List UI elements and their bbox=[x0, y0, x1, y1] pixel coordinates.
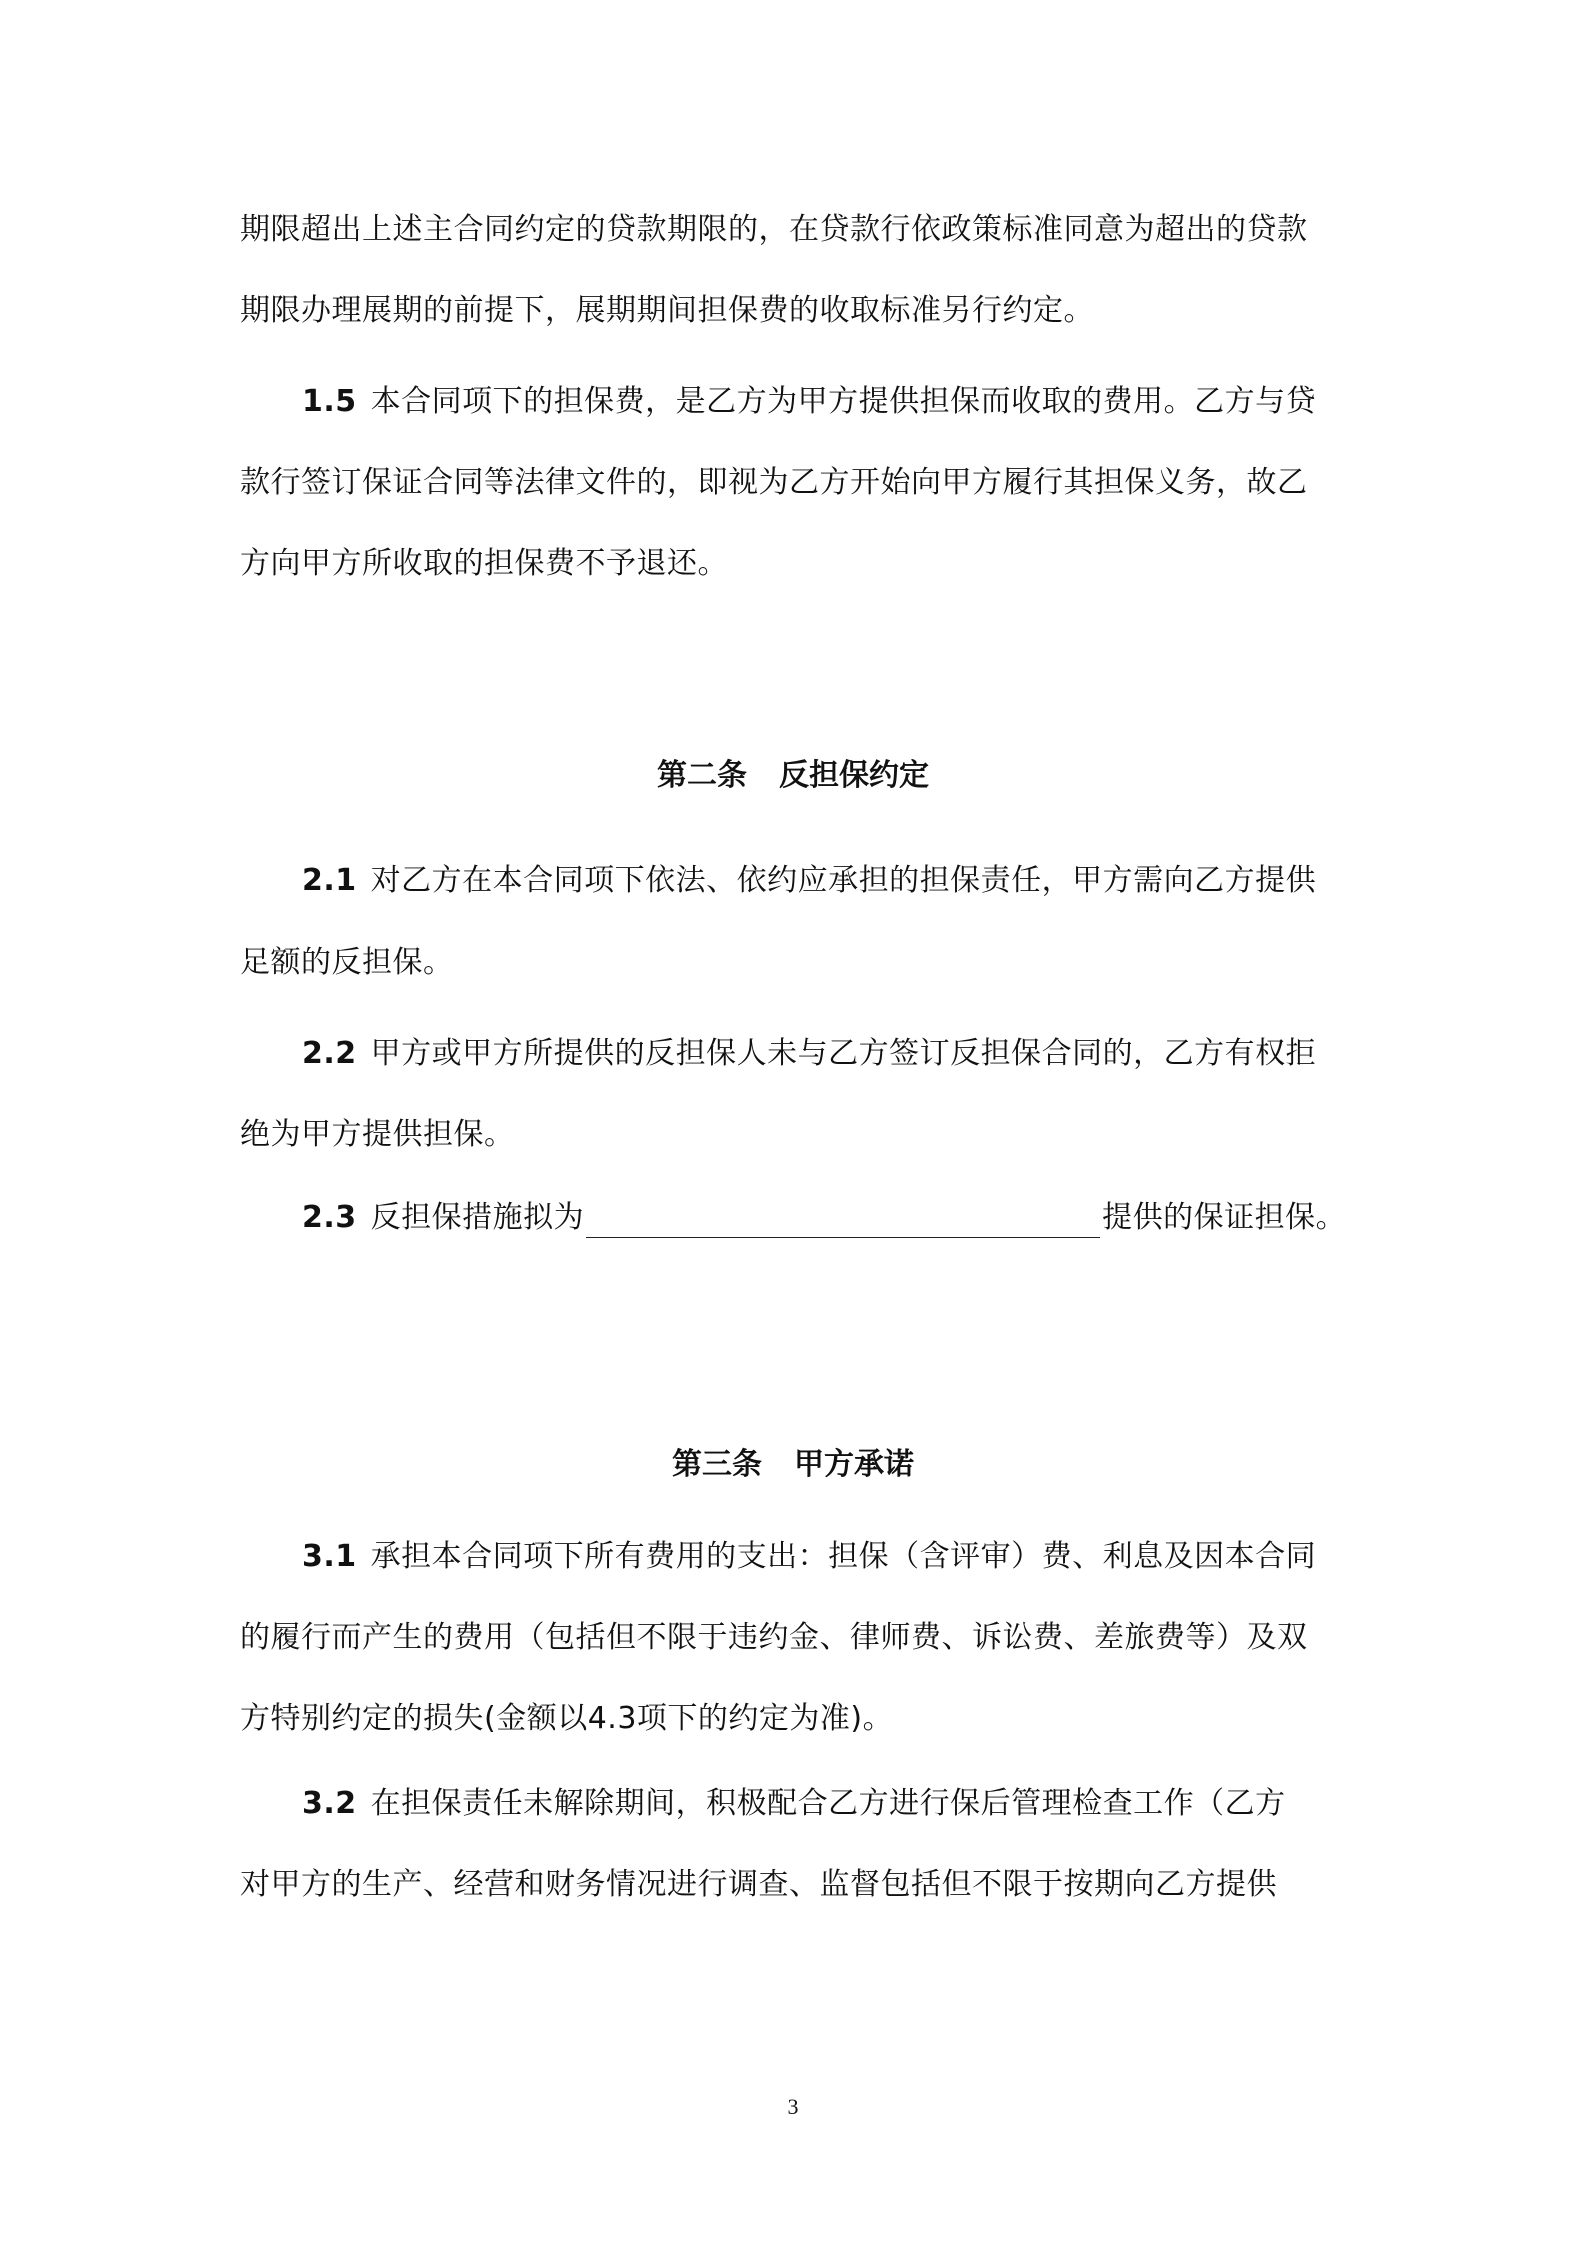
clause-number: 1.5 bbox=[302, 384, 357, 419]
clause-text: 本合同项下的担保费，是乙方为甲方提供担保而收取的费用。乙方与贷 bbox=[370, 384, 1317, 419]
clause-text: 对乙方在本合同项下依法、依约应承担的担保责任，甲方需向乙方提供 bbox=[370, 863, 1317, 898]
clause-1-4-line-1: 期限超出上述主合同约定的贷款期限的，在贷款行依政策标准同意为超出的贷款 bbox=[240, 212, 1308, 247]
clause-2-3-line-1 bbox=[302, 1198, 1346, 1238]
clause-text-after-blank: 提供的保证担保。 bbox=[1102, 1200, 1347, 1235]
article-label: 第三条 bbox=[672, 1447, 762, 1482]
clause-number: 2.1 bbox=[302, 863, 357, 898]
clause-3-1-line-1 bbox=[302, 1537, 1316, 1577]
clause-3-2-line-2: 对甲方的生产、经营和财务情况进行调查、监督包括但不限于按期向乙方提供 bbox=[240, 1867, 1277, 1902]
clause-text-before-blank: 反担保措施拟为 bbox=[370, 1200, 585, 1235]
article-3-heading bbox=[0, 1445, 1586, 1485]
article-title: 反担保约定 bbox=[779, 758, 929, 793]
clause-number: 2.2 bbox=[302, 1036, 357, 1071]
clause-text: 甲方或甲方所提供的反担保人未与乙方签订反担保合同的，乙方有权拒 bbox=[370, 1036, 1317, 1071]
clause-1-5-line-2: 款行签订保证合同等法律文件的，即视为乙方开始向甲方履行其担保义务，故乙 bbox=[240, 465, 1308, 500]
clause-3-2-line-1 bbox=[302, 1784, 1286, 1824]
clause-2-1-line-2: 足额的反担保。 bbox=[240, 945, 454, 980]
clause-1-4-line-2: 期限办理展期的前提下，展期期间担保费的收取标准另行约定。 bbox=[240, 293, 1094, 328]
article-label: 第二条 bbox=[657, 758, 747, 793]
clause-1-5-line-3: 方向甲方所收取的担保费不予退还。 bbox=[240, 546, 728, 581]
clause-2-1-line-1 bbox=[302, 861, 1316, 901]
clause-1-5-line-1 bbox=[302, 382, 1316, 422]
clause-number: 3.1 bbox=[302, 1539, 357, 1574]
clause-number: 2.3 bbox=[302, 1200, 357, 1235]
article-title: 甲方承诺 bbox=[794, 1447, 914, 1482]
clause-text: 承担本合同项下所有费用的支出：担保（含评审）费、利息及因本合同 bbox=[370, 1539, 1317, 1574]
clause-2-2-line-1 bbox=[302, 1034, 1316, 1074]
clause-text: 在担保责任未解除期间，积极配合乙方进行保后管理检查工作（乙方 bbox=[370, 1786, 1286, 1821]
clause-3-1-line-2: 的履行而产生的费用（包括但不限于违约金、律师费、诉讼费、差旅费等）及双 bbox=[240, 1620, 1308, 1655]
article-2-heading bbox=[0, 756, 1586, 796]
fill-in-blank[interactable] bbox=[586, 1205, 1100, 1238]
page-number: 3 bbox=[787, 2094, 799, 2119]
clause-2-2-line-2: 绝为甲方提供担保。 bbox=[240, 1117, 515, 1152]
clause-3-1-line-3: 方特别约定的损失(金额以4.3项下的约定为准)。 bbox=[240, 1701, 894, 1736]
clause-number: 3.2 bbox=[302, 1786, 357, 1821]
